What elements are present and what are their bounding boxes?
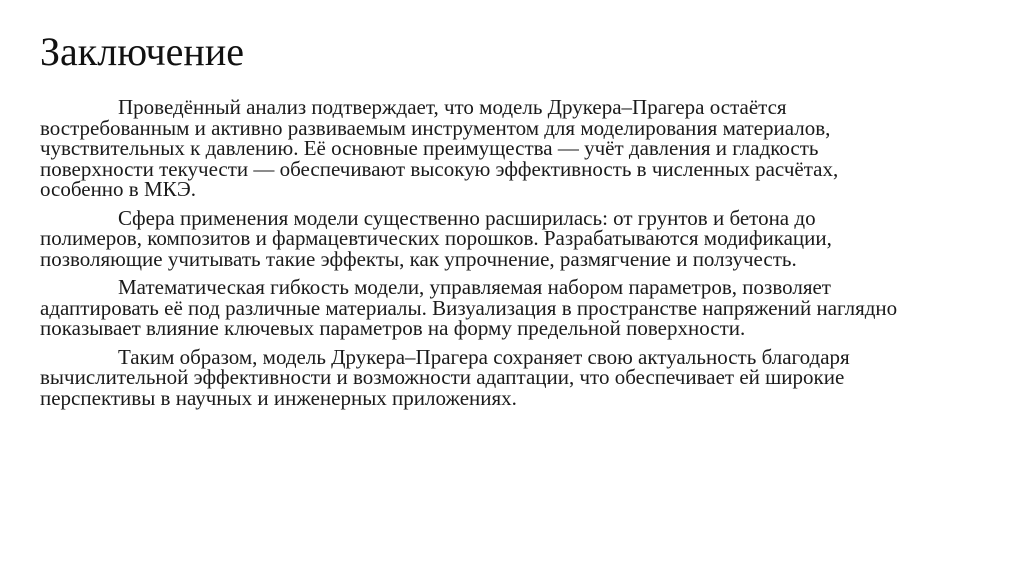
slide-title: Заключение [40,29,244,74]
slide-body [40,97,920,408]
paragraph-flexibility: Математическая гибкость модели, управляемая набором параметров, позволяет адаптировать её под различные материалы. Визуализация в пространстве напряжений наглядно показывает влияние ключевых параметров на форму предельной поверхности. [40,275,898,340]
paragraph-summary: Проведённый анализ подтверждает, что модель Друкера–Прагера остаётся востребованным и активно развиваемым инструментом для моделирования материалов, чувствительных к давлению. Её основные преимущества — учёт давления и гладкость поверхности текучести — обеспечивают высокую эффективность в численных расчётах, особенно в МКЭ. [40,95,839,201]
paragraph-conclusion: Таким образом, модель Друкера–Прагера сохраняет свою актуальность благодаря вычислительной эффективности и возможности адаптации, что обеспечивает ей широкие перспективы в научных и инженерных приложениях. [40,344,850,410]
paragraph-applications: Сфера применения модели существенно расширилась: от грунтов и бетона до полимеров, композитов и фармацевтических порошков. Разрабатываются модификации, позволяющие учитывать такие эффекты, как упрочнение, размягчение и ползучесть. [40,205,832,271]
